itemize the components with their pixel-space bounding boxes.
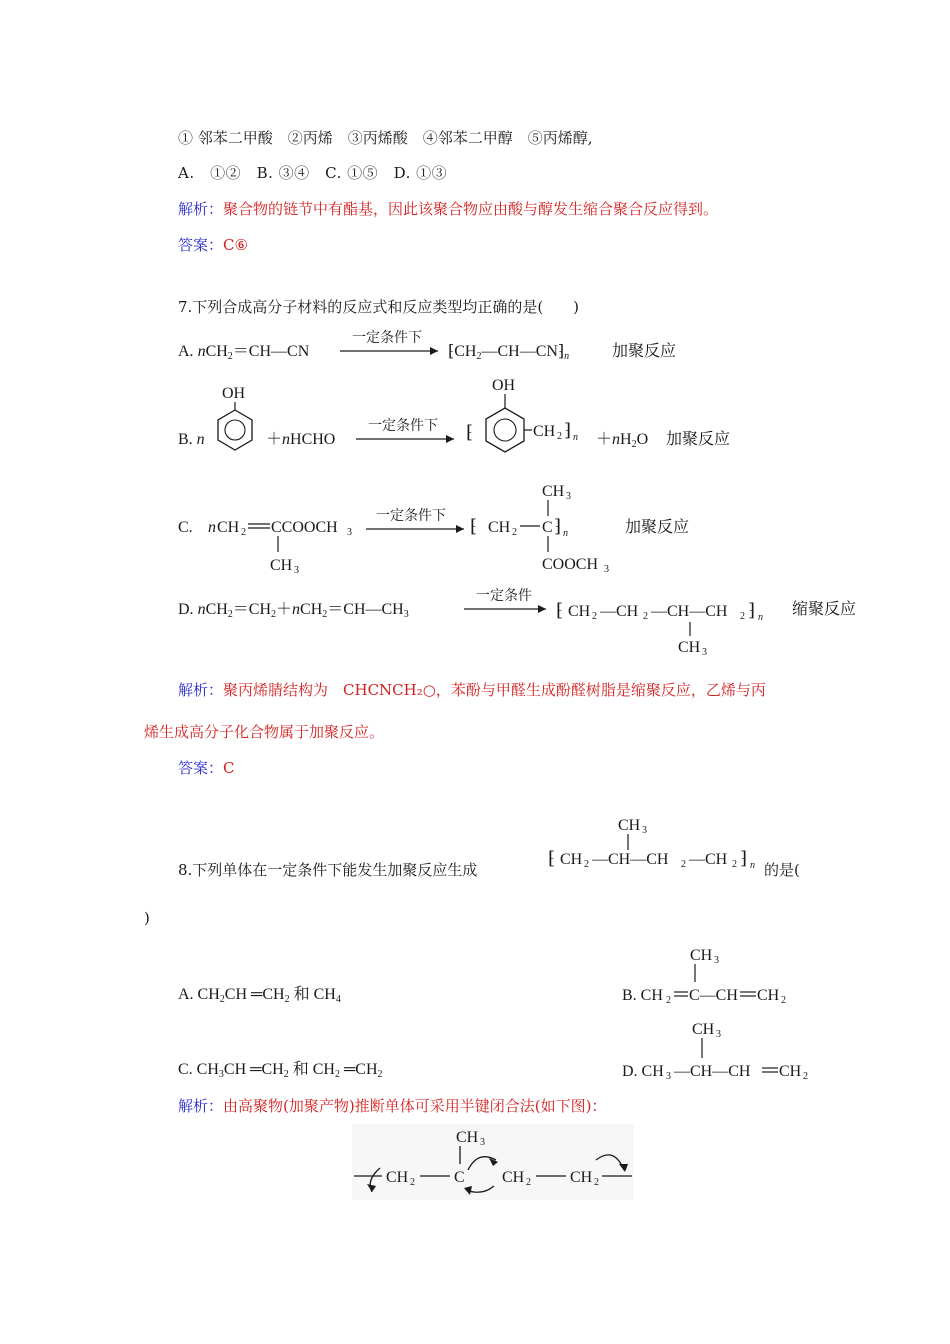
svg-text:n: n [208, 519, 216, 536]
analysis-text: 聚合物的链节中有酯基，因此该聚合物应由酸与醇发生缩合聚合反应得到。 [223, 200, 719, 218]
svg-text:CH: CH [533, 423, 556, 440]
svg-text:CH: CH [757, 987, 780, 1004]
q7-option-a-product: $⁅CH_2—CH—CN⁆_n$ [448, 343, 570, 362]
q6-choices: A. ①② B. ③④ C. ①⑤ D. ①③ [178, 164, 448, 182]
svg-text:OH: OH [222, 385, 246, 402]
svg-text:—CH—CH: —CH—CH [592, 851, 669, 868]
phenol-ring [210, 380, 260, 460]
reaction-condition: 一定条件下 [368, 419, 438, 434]
svg-text:COOCH: COOCH [542, 556, 599, 573]
q7-analysis-line1 [178, 680, 766, 700]
svg-text:CH: CH [502, 1169, 525, 1186]
svg-text:n: n [750, 860, 755, 871]
answer-text: C [223, 759, 235, 777]
analysis-label: 解析： [178, 1097, 224, 1115]
svg-text:CH: CH [488, 519, 511, 536]
svg-text:CH: CH [217, 519, 240, 536]
svg-text:2: 2 [732, 859, 737, 870]
q7-option-a-type: 加聚反应 [612, 343, 677, 360]
answer-text: C⑥ [223, 236, 248, 254]
q8-option-c: C. $CH_3CH$ $═CH_2$ 和 $CH_2$ $═CH_2$ [178, 1061, 383, 1080]
q7-option-b-arrow [354, 414, 460, 450]
svg-text:OH: OH [492, 377, 516, 394]
svg-text:CH: CH [386, 1169, 409, 1186]
q8-stem-end: 的是( [764, 861, 800, 879]
svg-text:2: 2 [666, 995, 671, 1006]
svg-text:2: 2 [643, 611, 648, 622]
q6-analysis [178, 199, 718, 219]
svg-text:⁅: ⁅ [548, 848, 556, 868]
q7-option-d-arrow [462, 584, 552, 620]
svg-text:2: 2 [781, 995, 786, 1006]
analysis-label: 解析： [178, 681, 224, 699]
svg-text:2: 2 [410, 1177, 415, 1188]
svg-text:B. CH: B. CH [622, 987, 663, 1004]
reaction-condition: 一定条件下 [352, 331, 422, 346]
half-bond-closure-diagram [352, 1124, 634, 1200]
svg-text:2: 2 [241, 527, 246, 538]
q8-option-d [622, 1014, 812, 1080]
q7-option-a-reactant: A. nCH$_2$＝CH—CN [178, 343, 310, 362]
and-word: 和 [292, 1061, 309, 1078]
q8-analysis [178, 1096, 606, 1116]
svg-text:CH: CH [692, 1021, 715, 1038]
svg-text:CH: CH [618, 817, 641, 834]
svg-text:2: 2 [681, 859, 686, 870]
q7-option-b-label: B. n [178, 431, 205, 448]
svg-text:C—CH: C—CH [689, 987, 738, 1004]
svg-text:n: n [758, 612, 763, 623]
svg-text:3: 3 [294, 565, 299, 576]
svg-text:3: 3 [642, 825, 647, 836]
q7-option-b-reagent: ＋nHCHO [266, 431, 336, 448]
and-word: 和 [293, 986, 310, 1003]
svg-text:—CH: —CH [689, 851, 728, 868]
q7-stem: 7.下列合成高分子材料的反应式和反应类型均正确的是( ) [178, 298, 580, 316]
svg-text:3: 3 [604, 564, 609, 575]
svg-text:—CH: —CH [600, 603, 639, 620]
q7-option-c-reactant [178, 500, 368, 580]
q7-option-d-reactant: D. $nCH_2=CH_2+nCH_2=CH—CH_3$ [178, 601, 409, 620]
q7-option-d-product [556, 592, 786, 656]
svg-text:CH: CH [568, 603, 591, 620]
svg-text:2: 2 [594, 1177, 599, 1188]
svg-text:CCOOCH: CCOOCH [271, 519, 338, 536]
svg-text:C: C [542, 519, 553, 536]
q8-stem-start: 8.下列单体在一定条件下能发生加聚反应生成 [178, 861, 478, 879]
q8-option-a: A. $CH_2CH$ $═CH_2$ 和 $CH_4$ [178, 986, 341, 1005]
answer-label: 答案： [178, 759, 224, 777]
analysis-label: 解析： [178, 200, 224, 218]
q7-analysis-line2: 烯生成高分子化合物属于加聚反应。 [144, 723, 385, 741]
q7-answer [178, 758, 235, 778]
svg-text:3: 3 [480, 1137, 485, 1148]
svg-text:2: 2 [512, 527, 517, 538]
svg-text:2: 2 [584, 859, 589, 870]
svg-text:2: 2 [592, 611, 597, 622]
svg-text:2: 2 [526, 1177, 531, 1188]
q7-option-c-product [470, 478, 620, 578]
svg-text:⁆: ⁆ [554, 516, 562, 536]
q7-option-a-arrow [338, 326, 444, 362]
svg-text:n: n [563, 528, 568, 539]
phenol-resin-product [460, 372, 590, 472]
svg-text:⁆: ⁆ [748, 600, 756, 620]
svg-text:n: n [573, 432, 578, 443]
svg-text:C: C [454, 1169, 465, 1186]
reaction-condition: 一定条件下 [376, 509, 446, 524]
svg-text:⁆: ⁆ [564, 420, 572, 440]
svg-text:CH: CH [456, 1129, 479, 1146]
q6-answer [178, 235, 248, 255]
svg-text:CH: CH [678, 639, 701, 656]
svg-text:CH: CH [560, 851, 583, 868]
svg-text:C.: C. [178, 519, 193, 536]
reaction-condition: 一定条件 [476, 589, 532, 604]
svg-text:3: 3 [566, 491, 571, 502]
q7-option-d-type: 缩聚反应 [792, 601, 857, 618]
svg-text:2: 2 [740, 611, 745, 622]
analysis-text: 由高聚物(加聚产物)推断单体可采用半键闭合法(如下图)： [223, 1097, 607, 1115]
q7-option-b-byproduct: $+nH_2O$ [596, 431, 649, 450]
svg-text:3: 3 [716, 1029, 721, 1040]
q8-option-b [622, 940, 802, 1006]
analysis-text: 聚丙烯腈结构为 CHCNCH₂○，苯酚与甲醛生成酚醛树脂是缩聚反应，乙烯与丙 [223, 681, 766, 699]
svg-text:3: 3 [714, 955, 719, 966]
q7-option-c-arrow [364, 504, 470, 540]
svg-text:2: 2 [803, 1071, 808, 1080]
q8-stem-close: ) [144, 909, 150, 927]
svg-text:⁅: ⁅ [556, 600, 564, 620]
svg-text:3: 3 [347, 527, 352, 538]
svg-text:CH: CH [779, 1063, 802, 1080]
svg-text:D. CH: D. CH [622, 1063, 664, 1080]
svg-text:⁅: ⁅ [470, 516, 478, 536]
q7-option-c-type: 加聚反应 [625, 519, 690, 536]
svg-text:2: 2 [557, 431, 562, 442]
svg-text:CH: CH [542, 483, 565, 500]
answer-label: 答案： [178, 236, 224, 254]
q8-polymer-structure [548, 812, 764, 876]
svg-text:CH: CH [690, 947, 713, 964]
svg-text:CH: CH [270, 557, 293, 574]
svg-text:⁅: ⁅ [466, 422, 474, 442]
svg-text:—CH—CH: —CH—CH [674, 1063, 751, 1080]
svg-text:3: 3 [666, 1071, 671, 1080]
svg-text:3: 3 [702, 647, 707, 656]
q6-options: ① 邻苯二甲酸 ②丙烯 ③丙烯酸 ④邻苯二甲醇 ⑤丙烯醇, [178, 129, 593, 147]
q7-option-b-type: 加聚反应 [666, 431, 731, 448]
svg-text:—CH—CH: —CH—CH [651, 603, 728, 620]
svg-text:⁆: ⁆ [740, 848, 748, 868]
svg-text:CH: CH [570, 1169, 593, 1186]
